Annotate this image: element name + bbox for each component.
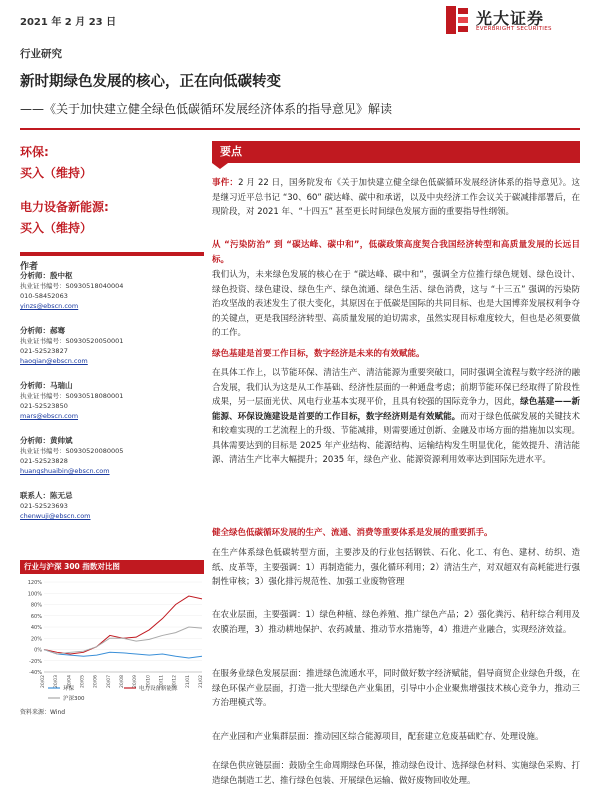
x-tick-label: 20/02 xyxy=(41,675,46,688)
author-phone: 021-52523828 xyxy=(20,457,68,465)
x-tick-label: 20/03 xyxy=(54,675,60,688)
industry-vs-index-chart xyxy=(20,576,204,706)
rating-value: 买入（维持） xyxy=(20,221,93,235)
x-tick-label: 20/11 xyxy=(159,675,165,688)
key-points-pointer xyxy=(212,163,228,169)
author-cert: 执业证书编号：S0930518040004 xyxy=(20,282,124,290)
body-paragraph: 在绿色供应链层面：鼓励全生命周期绿色环保，推动绿色设计、选择绿色材料、实施绿色采购、打造绿色制造工艺、推行绿色包装、开展绿色运输、做好废物回收处理。 xyxy=(212,761,580,786)
brand-logo xyxy=(446,6,584,36)
x-tick-label: 20/07 xyxy=(106,675,112,688)
rating-block-env xyxy=(20,143,204,181)
series-line-2 xyxy=(44,627,202,654)
body-emphasis: 绿色基建——新能源、环保设施建设是首要的工作目标，数字经济则是有效赋能。 xyxy=(212,397,580,422)
author-name: 分析师：马瑞山 xyxy=(20,381,73,390)
author-entry xyxy=(20,381,204,421)
x-tick-label: 20/09 xyxy=(133,675,139,688)
y-tick-label: 60% xyxy=(30,613,42,620)
y-tick-label: 40% xyxy=(30,625,42,631)
series-line-1 xyxy=(44,596,202,654)
event-label: 事件： xyxy=(212,178,239,188)
body-paragraph: 在服务业绿色发展层面：推进绿色流通水平，同时做好数字经济赋能，倡导商贸企业绿色升级，在绿色环保产业层面，打造一批大型绿色产业集团，引导中小企业聚焦增强技术核心竞争力，推动三方治理模式等。 xyxy=(212,669,580,708)
body-paragraph: 在农业层面，主要强调：1）绿色种植、绿色养殖、推广绿色产品；2）强化粪污、秸秆综合利用及农膜治理，3）推动耕地保护、农药减量、推动节水措施等，4）推进产业融合，实现经济效益。 xyxy=(212,610,580,635)
y-tick-label: -40% xyxy=(29,670,42,676)
author-email[interactable]: mars@ebscn.com xyxy=(20,412,79,420)
authors-divider xyxy=(20,252,204,256)
x-tick-label: 20/04 xyxy=(67,675,73,688)
authors-heading: 作者 xyxy=(20,262,39,272)
author-name: 联系人：陈无忌 xyxy=(20,491,73,500)
x-tick-label: 20/05 xyxy=(80,675,86,688)
page-title: 新时期绿色发展的核心，正在向低碳转变 xyxy=(20,74,281,90)
rating-block-power xyxy=(20,198,204,236)
author-entry xyxy=(20,436,204,476)
x-tick-label: 20/12 xyxy=(172,675,178,688)
author-entry xyxy=(20,271,204,311)
section-heading: 从 “污染防治” 到 “碳达峰、碳中和”，低碳政策高度契合我国经济转型和高质量发展的长远目标。 xyxy=(212,240,580,265)
legend-label: 环保 xyxy=(63,686,75,692)
section-heading: 健全绿色低碳循环发展的生产、流通、消费等重要体系是发展的重要抓手。 xyxy=(212,528,493,538)
y-tick-label: -20% xyxy=(29,658,42,665)
brand-mark-icon xyxy=(446,6,470,34)
brand-sub: EVERBRIGHT SECURITIES xyxy=(476,26,552,32)
title-divider xyxy=(20,128,580,130)
event-paragraph xyxy=(212,176,580,220)
legend-label: 电力设备新能源 xyxy=(139,686,178,692)
section-heading: 绿色基建是首要工作目标，数字经济是未来的有效赋能。 xyxy=(212,349,425,359)
rating-industry: 电力设备新能源: xyxy=(20,200,109,214)
author-email[interactable]: yinzs@ebscn.com xyxy=(20,302,79,310)
y-tick-label: 80% xyxy=(30,602,42,609)
body-paragraph xyxy=(212,366,580,468)
report-category: 行业研究 xyxy=(20,48,62,60)
rating-industry: 环保: xyxy=(20,145,49,159)
author-name: 分析师：殷中枢 xyxy=(20,271,73,280)
author-phone: 021-52523850 xyxy=(20,402,68,410)
author-email[interactable]: chenwuji@ebscn.com xyxy=(20,512,91,520)
author-cert: 执业证书编号：S0930520080005 xyxy=(20,447,124,455)
brand-name: 光大证券 xyxy=(476,9,545,28)
author-phone: 021-52523827 xyxy=(20,347,68,355)
y-tick-label: 100% xyxy=(27,591,42,598)
y-tick-label: 120% xyxy=(27,580,42,586)
author-cert: 执业证书编号：S0930520050001 xyxy=(20,337,124,345)
key-points-heading: 要点 xyxy=(212,141,580,163)
event-text: 2 月 22 日，国务院发布《关于加快建立健全绿色低碳循环发展经济体系的指导意见》。这是继习近平总书记 “30、60” 碳达峰、碳中和承诺，以及中央经济工作会议关于碳减排部署后，在现阶段，对 2021 年、“十四五” 甚至更长时间绿色发展方面的重要指导性纲领。 xyxy=(212,178,580,217)
author-name: 分析师：郝骞 xyxy=(20,326,65,335)
author-email[interactable]: huangshuaibin@ebscn.com xyxy=(20,467,110,475)
page-subtitle: ——《关于加快建立健全绿色低碳循环发展经济体系的指导意见》解读 xyxy=(20,102,393,116)
y-tick-label: 20% xyxy=(30,636,42,643)
author-entry xyxy=(20,326,204,366)
x-tick-label: 21/02 xyxy=(199,675,204,688)
y-tick-label: 0% xyxy=(34,647,42,654)
body-paragraph: 我们认为，未来绿色发展的核心在于 “碳达峰、碳中和”，强调全方位推行绿色规划、绿色设计、绿色投资、绿色建设、绿色生产、绿色流通、绿色生活、绿色消费，这与 “十三五” 强调的污染防治攻坚战的表述发生了很大变化，其原因在于低碳是国际的共同目标、也是大国博弈发展权利争夺的关键点，更是我国经济转型、高质量发展的迫切需求，虽然实现目标难度较大，但也是必须要做的工作。 xyxy=(212,270,580,338)
contact-entry xyxy=(20,491,204,521)
chart-source: 资料来源：Wind xyxy=(20,709,66,716)
author-phone: 010-58452063 xyxy=(20,292,68,300)
body-text: 而对于绿色低碳发展的关键技术和较难实现的工艺流程上的升级、节能减排，则需要通过创新、金融及市场方面的措施加以实现。具体需要达到的目标是 2025 年产业结构、能源结构、运输结构发生明显优化，能效提升、清洁能源、清洁生产比率大幅提升；2035 年，绿色产业、能源资源利用效率达到国际先进水平。 xyxy=(212,411,580,465)
body-paragraph: 在产业园和产业集群层面：推动园区综合能源项目，配套建立危废基础贮存、处理设施。 xyxy=(212,732,544,742)
chart-title: 行业与沪深 300 指数对比图 xyxy=(20,560,204,574)
author-name: 分析师：黄帅斌 xyxy=(20,436,73,445)
body-text: 在具体工作上，以节能环保、清洁生产、清洁能源为重要突破口，同时强调全流程与数字经济的融合发展，我们认为这是从工作基础、经济性层面的一种通盘考虑；前期节能环保已经取得了阶段性成果，另一层面光伏、风电行业基本实现平价，且具有较强的国际竞争力，因此， xyxy=(212,368,580,407)
x-tick-label: 20/08 xyxy=(120,675,125,688)
report-date: 2021 年 2 月 23 日 xyxy=(20,17,117,28)
rating-value: 买入（维持） xyxy=(20,166,93,180)
author-email[interactable]: haoqian@ebscn.com xyxy=(20,357,88,365)
x-tick-label: 20/10 xyxy=(146,675,152,688)
author-cert: 执业证书编号：S0930518080001 xyxy=(20,392,124,400)
body-paragraph: 在生产体系绿色低碳转型方面，主要涉及的行业包括钢铁、石化、化工、有色、建材、纺织、造纸、皮革等，主要强调：1）再制造能力，强化循环利用；2）清洁生产，对双超双有高耗能进行强制性审核；3）强化排污规范性、加强工业废物管理 xyxy=(212,548,580,587)
legend-label: 沪深300 xyxy=(63,696,85,702)
x-tick-label: 21/01 xyxy=(185,675,191,688)
author-phone: 021-52523693 xyxy=(20,502,68,510)
x-tick-label: 20/06 xyxy=(93,675,99,688)
